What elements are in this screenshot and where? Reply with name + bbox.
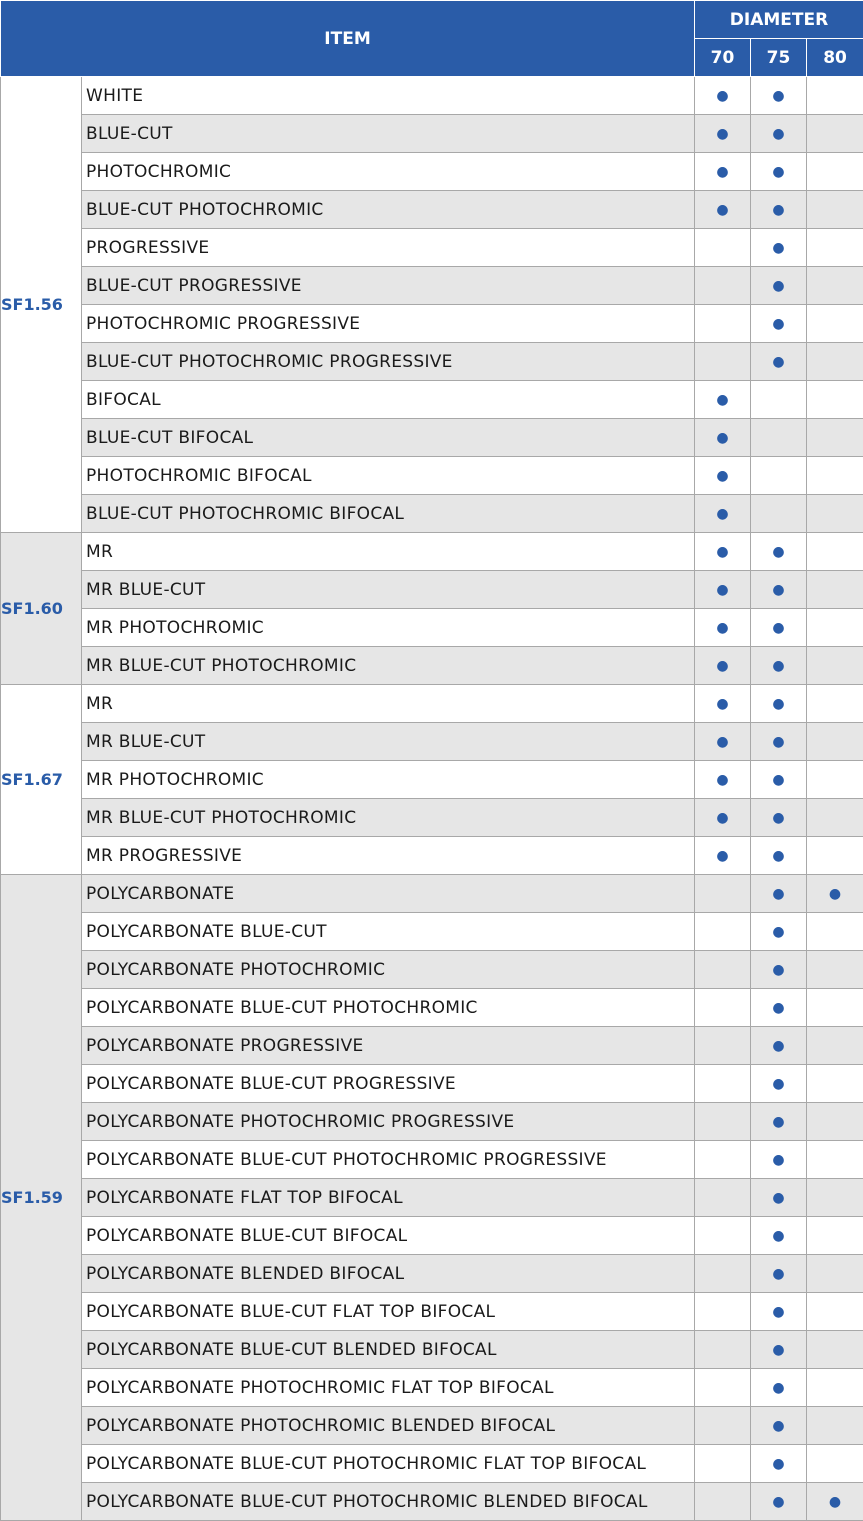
diameter-70-cell [695,1217,751,1255]
diameter-80-cell [807,723,863,761]
diameter-75-cell [751,1255,807,1293]
availability-dot-icon: ● [772,239,785,256]
item-name: BLUE-CUT PHOTOCHROMIC BIFOCAL [82,495,695,533]
item-name: BIFOCAL [82,381,695,419]
item-name: POLYCARBONATE BLUE-CUT PHOTOCHROMIC PROGRESSIVE [82,1141,695,1179]
item-name: POLYCARBONATE BLENDED BIFOCAL [82,1255,695,1293]
diameter-80-cell [807,571,863,609]
table-row [1,761,863,799]
diameter-80-cell [807,799,863,837]
item-name: POLYCARBONATE PHOTOCHROMIC PROGRESSIVE [82,1103,695,1141]
table-row [1,1065,863,1103]
diameter-75-cell [751,305,807,343]
diameter-80-cell [807,761,863,799]
diameter-70-cell [695,609,751,647]
diameter-80-cell [807,1331,863,1369]
availability-dot-icon: ● [716,619,729,636]
table-row [1,989,863,1027]
diameter-80-cell [807,1027,863,1065]
diameter-80-cell [807,343,863,381]
availability-dot-icon: ● [772,353,785,370]
diameter-80-cell [807,1255,863,1293]
diameter-70-cell [695,77,751,115]
diameter-80-cell [807,875,863,913]
diameter-80-cell [807,115,863,153]
availability-dot-icon: ● [772,923,785,940]
item-name: POLYCARBONATE BLUE-CUT BIFOCAL [82,1217,695,1255]
item-name: POLYCARBONATE FLAT TOP BIFOCAL [82,1179,695,1217]
item-name: MR BLUE-CUT PHOTOCHROMIC [82,799,695,837]
table-row [1,1483,863,1521]
table-row [1,951,863,989]
table-row [1,799,863,837]
diameter-70-header: 70 [695,39,751,77]
item-name: POLYCARBONATE PHOTOCHROMIC [82,951,695,989]
item-name: POLYCARBONATE BLUE-CUT BLENDED BIFOCAL [82,1331,695,1369]
item-name: POLYCARBONATE PHOTOCHROMIC FLAT TOP BIFOCAL [82,1369,695,1407]
item-name: POLYCARBONATE [82,875,695,913]
availability-dot-icon: ● [716,125,729,142]
diameter-70-cell [695,419,751,457]
diameter-75-cell [751,533,807,571]
table-row [1,1103,863,1141]
diameter-70-cell [695,229,751,267]
diameter-75-cell [751,837,807,875]
material-group [1,77,863,533]
diameter-80-cell [807,1065,863,1103]
item-name: MR [82,685,695,723]
diameter-70-cell [695,115,751,153]
material-group-label: SF1.67 [1,685,82,875]
availability-dot-icon: ● [772,1341,785,1358]
availability-dot-icon: ● [772,619,785,636]
diameter-80-cell [807,305,863,343]
diameter-70-cell [695,457,751,495]
diameter-75-cell [751,1369,807,1407]
availability-dot-icon: ● [772,1303,785,1320]
table-row [1,343,863,381]
diameter-70-cell [695,1331,751,1369]
diameter-75-cell [751,647,807,685]
availability-dot-icon: ● [716,543,729,560]
diameter-75-cell [751,1141,807,1179]
item-name: POLYCARBONATE BLUE-CUT PROGRESSIVE [82,1065,695,1103]
diameter-70-cell [695,1407,751,1445]
table-row [1,647,863,685]
availability-dot-icon: ● [716,391,729,408]
availability-dot-icon: ● [772,695,785,712]
diameter-70-cell [695,1027,751,1065]
item-name: PHOTOCHROMIC [82,153,695,191]
diameter-70-cell [695,305,751,343]
table-row [1,267,863,305]
diameter-75-cell [751,799,807,837]
item-column-header: ITEM [1,1,695,77]
item-name: MR PROGRESSIVE [82,837,695,875]
diameter-70-cell [695,267,751,305]
availability-dot-icon: ● [772,1151,785,1168]
diameter-70-cell [695,875,751,913]
availability-dot-icon: ● [772,771,785,788]
diameter-70-cell [695,913,751,951]
diameter-75-cell [751,1217,807,1255]
availability-dot-icon: ● [828,885,842,902]
diameter-80-cell [807,837,863,875]
availability-dot-icon: ● [716,695,729,712]
diameter-70-cell [695,837,751,875]
table-row [1,1179,863,1217]
diameter-75-header: 75 [751,39,807,77]
table-row [1,723,863,761]
availability-dot-icon: ● [772,809,785,826]
item-name: MR PHOTOCHROMIC [82,609,695,647]
item-name: WHITE [82,77,695,115]
availability-dot-icon: ● [716,809,729,826]
diameter-75-cell [751,1065,807,1103]
diameter-70-cell [695,647,751,685]
table-row [1,191,863,229]
diameter-80-cell [807,989,863,1027]
availability-dot-icon: ● [716,163,729,180]
table-row [1,1369,863,1407]
diameter-80-cell [807,1369,863,1407]
availability-dot-icon: ● [772,277,785,294]
diameter-75-cell [751,381,807,419]
table-row [1,913,863,951]
diameter-80-cell [807,1407,863,1445]
availability-dot-icon: ● [716,733,729,750]
diameter-80-cell [807,1217,863,1255]
diameter-75-cell [751,1445,807,1483]
table-row [1,495,863,533]
availability-dot-icon: ● [716,467,729,484]
availability-dot-icon: ● [772,1037,785,1054]
table-header [1,1,863,77]
diameter-80-cell [807,1445,863,1483]
diameter-70-cell [695,1445,751,1483]
table-row [1,77,863,115]
table-row [1,533,863,571]
diameter-70-cell [695,1293,751,1331]
diameter-80-cell [807,495,863,533]
table-row [1,685,863,723]
diameter-80-cell [807,419,863,457]
diameter-75-cell [751,989,807,1027]
diameter-70-cell [695,533,751,571]
diameter-80-cell [807,153,863,191]
diameter-75-cell [751,77,807,115]
availability-dot-icon: ● [772,125,785,142]
diameter-75-cell [751,115,807,153]
diameter-75-cell [751,571,807,609]
diameter-75-cell [751,875,807,913]
diameter-75-cell [751,1331,807,1369]
diameter-75-cell [751,609,807,647]
diameter-70-cell [695,761,751,799]
item-name: BLUE-CUT BIFOCAL [82,419,695,457]
diameter-80-header: 80 [807,39,863,77]
material-group [1,533,863,685]
item-name: POLYCARBONATE PHOTOCHROMIC BLENDED BIFOCAL [82,1407,695,1445]
table-row [1,1445,863,1483]
diameter-75-cell [751,495,807,533]
diameter-75-cell [751,191,807,229]
table-row [1,419,863,457]
diameter-80-cell [807,1483,863,1521]
availability-dot-icon: ● [772,87,785,104]
diameter-80-cell [807,77,863,115]
availability-dot-icon: ● [772,1227,785,1244]
diameter-75-cell [751,761,807,799]
availability-dot-icon: ● [716,657,729,674]
item-name: MR PHOTOCHROMIC [82,761,695,799]
availability-dot-icon: ● [772,581,785,598]
diameter-80-cell [807,1179,863,1217]
item-name: POLYCARBONATE BLUE-CUT [82,913,695,951]
diameter-80-cell [807,1141,863,1179]
availability-dot-icon: ● [772,1075,785,1092]
diameter-70-cell [695,343,751,381]
table-row [1,1407,863,1445]
table-row [1,837,863,875]
availability-dot-icon: ● [772,1493,785,1510]
item-name: POLYCARBONATE BLUE-CUT PHOTOCHROMIC BLENDED BIFOCAL [82,1483,695,1521]
diameter-70-cell [695,1103,751,1141]
diameter-75-cell [751,723,807,761]
table-row [1,457,863,495]
item-name: BLUE-CUT [82,115,695,153]
material-group-label: SF1.59 [1,875,82,1521]
diameter-80-cell [807,609,863,647]
diameter-column-header: DIAMETER [695,1,863,39]
availability-dot-icon: ● [716,87,729,104]
diameter-75-cell [751,153,807,191]
table-row [1,305,863,343]
diameter-75-cell [751,267,807,305]
item-name: MR [82,533,695,571]
diameter-75-cell [751,685,807,723]
table-row [1,229,863,267]
diameter-75-cell [751,951,807,989]
diameter-75-cell [751,1483,807,1521]
diameter-70-cell [695,951,751,989]
availability-dot-icon: ● [772,1417,785,1434]
item-name: POLYCARBONATE BLUE-CUT PHOTOCHROMIC [82,989,695,1027]
item-name: MR BLUE-CUT [82,571,695,609]
table-row [1,609,863,647]
diameter-70-cell [695,685,751,723]
diameter-80-cell [807,647,863,685]
diameter-80-cell [807,381,863,419]
availability-dot-icon: ● [772,315,785,332]
item-name: BLUE-CUT PHOTOCHROMIC PROGRESSIVE [82,343,695,381]
item-name: POLYCARBONATE BLUE-CUT FLAT TOP BIFOCAL [82,1293,695,1331]
diameter-70-cell [695,1141,751,1179]
diameter-70-cell [695,799,751,837]
item-name: POLYCARBONATE BLUE-CUT PHOTOCHROMIC FLAT TOP BIFOCAL [82,1445,695,1483]
table-row [1,875,863,913]
diameter-75-cell [751,1027,807,1065]
availability-dot-icon: ● [772,885,785,902]
table-row [1,115,863,153]
diameter-70-cell [695,495,751,533]
availability-dot-icon: ● [716,847,729,864]
diameter-75-cell [751,343,807,381]
availability-dot-icon: ● [772,657,785,674]
item-name: BLUE-CUT PROGRESSIVE [82,267,695,305]
availability-dot-icon: ● [772,733,785,750]
diameter-75-cell [751,1103,807,1141]
item-name: POLYCARBONATE PROGRESSIVE [82,1027,695,1065]
table-row [1,1255,863,1293]
availability-dot-icon: ● [716,581,729,598]
availability-dot-icon: ● [716,429,729,446]
material-group-label: SF1.60 [1,533,82,685]
diameter-80-cell [807,913,863,951]
diameter-70-cell [695,989,751,1027]
diameter-70-cell [695,1483,751,1521]
diameter-75-cell [751,419,807,457]
table-row [1,571,863,609]
availability-dot-icon: ● [772,847,785,864]
material-group [1,875,863,1521]
availability-dot-icon: ● [772,201,785,218]
availability-dot-icon: ● [716,771,729,788]
table-row [1,1217,863,1255]
diameter-70-cell [695,381,751,419]
table-row [1,381,863,419]
item-name: PROGRESSIVE [82,229,695,267]
item-name: MR BLUE-CUT PHOTOCHROMIC [82,647,695,685]
diameter-70-cell [695,1255,751,1293]
table-row [1,1293,863,1331]
availability-dot-icon: ● [772,1189,785,1206]
diameter-70-cell [695,191,751,229]
availability-dot-icon: ● [772,1113,785,1130]
availability-dot-icon: ● [772,1379,785,1396]
item-name: PHOTOCHROMIC BIFOCAL [82,457,695,495]
item-name: PHOTOCHROMIC PROGRESSIVE [82,305,695,343]
availability-dot-icon: ● [772,163,785,180]
table-row [1,1141,863,1179]
diameter-75-cell [751,1407,807,1445]
diameter-80-cell [807,267,863,305]
availability-dot-icon: ● [772,999,785,1016]
diameter-70-cell [695,153,751,191]
material-group [1,685,863,875]
diameter-80-cell [807,229,863,267]
diameter-75-cell [751,1293,807,1331]
availability-dot-icon: ● [772,543,785,560]
availability-dot-icon: ● [716,201,729,218]
diameter-70-cell [695,723,751,761]
diameter-80-cell [807,685,863,723]
material-group-label: SF1.56 [1,77,82,533]
diameter-80-cell [807,533,863,571]
table-row [1,1331,863,1369]
diameter-70-cell [695,571,751,609]
availability-dot-icon: ● [828,1493,842,1510]
diameter-70-cell [695,1065,751,1103]
diameter-80-cell [807,951,863,989]
availability-dot-icon: ● [716,505,729,522]
diameter-80-cell [807,1103,863,1141]
diameter-75-cell [751,913,807,951]
availability-dot-icon: ● [772,961,785,978]
table-row [1,153,863,191]
diameter-80-cell [807,1293,863,1331]
diameter-75-cell [751,229,807,267]
item-name: MR BLUE-CUT [82,723,695,761]
diameter-70-cell [695,1179,751,1217]
diameter-80-cell [807,457,863,495]
availability-dot-icon: ● [772,1455,785,1472]
item-name: BLUE-CUT PHOTOCHROMIC [82,191,695,229]
availability-dot-icon: ● [772,1265,785,1282]
diameter-75-cell [751,1179,807,1217]
diameter-75-cell [751,457,807,495]
diameter-70-cell [695,1369,751,1407]
diameter-80-cell [807,191,863,229]
table-row [1,1027,863,1065]
